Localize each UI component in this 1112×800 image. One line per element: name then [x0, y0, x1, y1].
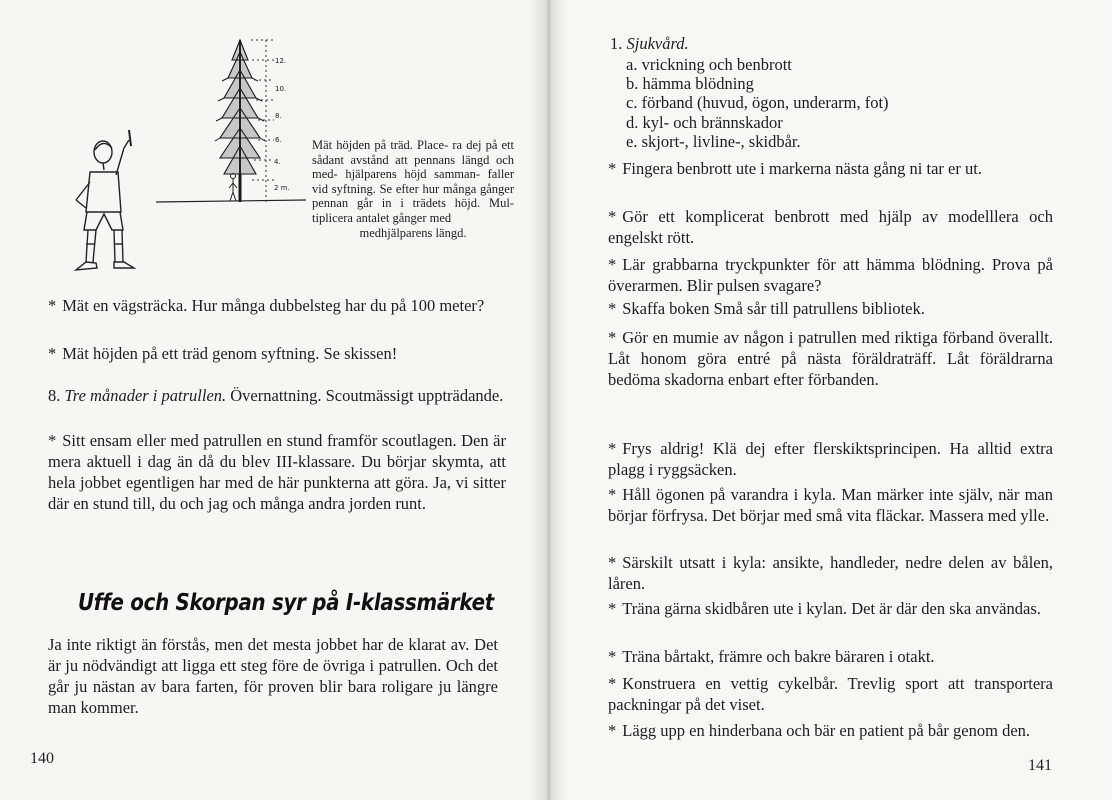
tree-height-illustration — [48, 30, 328, 280]
bullet-star-icon: * — [48, 296, 57, 315]
right-bullet — [608, 206, 1053, 248]
right-bullet — [608, 438, 1053, 480]
caption-line: hur många gånger pennan — [312, 181, 515, 211]
caption-line: går in i trädets höjd. Mul- — [356, 196, 514, 211]
bullet-star-icon: * — [608, 299, 617, 318]
left-page — [0, 0, 548, 800]
scale-label-4: 4. — [274, 158, 281, 166]
bullet-text: Träna gärna skidbåren ute i kylan. Det är där den ska användas. — [622, 599, 1041, 618]
ground-line — [156, 200, 306, 202]
bullet-text: Fingera benbrott ute i markerna nästa gång ni tar er ut. — [622, 159, 982, 178]
bullet-star-icon: * — [608, 674, 617, 693]
scale-label-12: 12. — [275, 57, 287, 65]
book-gutter — [530, 0, 566, 800]
list-item: b. hämma blödning — [626, 74, 754, 94]
bullet-text: Särskilt utsatt i kyla: ansikte, handleder, nedre delen av bålen, låren. — [608, 553, 1053, 593]
right-bullet — [608, 484, 1053, 526]
section-subtitle: Övernattning. Scoutmässigt uppträdande. — [230, 386, 504, 405]
bullet-star-icon: * — [608, 439, 617, 458]
page-number-right: 141 — [1028, 757, 1052, 774]
height-scale — [251, 40, 274, 202]
bullet-scout-law — [48, 430, 506, 514]
caption-line: att pennans längd och med- — [312, 152, 515, 182]
illustration-caption — [312, 138, 514, 240]
caption-line: tiplicera antalet gånger med — [312, 210, 452, 225]
right-bullet — [608, 598, 1053, 619]
chapter-heading: Uffe och Skorpan syr på I-klassmärket — [78, 590, 494, 616]
list-item: a. vrickning och benbrott — [626, 55, 792, 74]
list-number: 1. — [610, 34, 623, 53]
caption-line: faller vid syftning. Se efter — [312, 167, 515, 196]
closing-paragraph: Ja inte riktigt än förstås, men det mesta jobbet har de klarat av. Det är ju nödvändigt att ligga ett steg före de övriga i patrullen. Och det går ju nästan av bara farten, för proven blir bara roligare ju längre man kommer. — [48, 635, 498, 717]
bullet-text: Håll ögonen på varandra i kyla. Man märker inte själv, när man börjar förfrysa. Det börjar med små vita fläckar. Massera med ylle. — [608, 485, 1053, 525]
bullet-text: Lär grabbarna tryckpunkter för att hämma blödning. Prova på överarmen. Blir pulsen svagare? — [608, 255, 1053, 295]
right-bullet — [608, 327, 1053, 390]
scout-figure — [76, 130, 134, 270]
right-bullet — [608, 298, 1053, 319]
list-heading: Sjukvård. — [626, 34, 689, 53]
scale-label-8: 8. — [275, 112, 282, 120]
spruce-tree-drawing — [215, 40, 265, 202]
bullet-star-icon: * — [608, 328, 617, 347]
list-item: e. skjort-, livline-, skidbår. — [626, 131, 801, 151]
scale-label-6: 6. — [275, 136, 282, 144]
list-title — [610, 34, 689, 54]
right-bullet — [608, 552, 1053, 594]
bullet-star-icon: * — [608, 647, 617, 666]
bullet-star-icon: * — [608, 721, 617, 740]
caption-line: Mät höjden på träd. Place- — [312, 138, 449, 152]
section-number: 8. — [48, 386, 61, 405]
bullet-text: Träna bårtakt, främre och bakre bäraren i otakt. — [622, 647, 935, 666]
bullet-text: Skaffa boken Små sår till patrullens bibliotek. — [622, 299, 925, 318]
right-bullet — [608, 646, 1053, 667]
bullet-star-icon: * — [608, 255, 617, 274]
right-bullet — [608, 158, 1053, 179]
right-bullet — [608, 673, 1053, 715]
caption-line: ra dej på ett sådant avstånd — [312, 138, 514, 167]
section-title: Tre månader i patrullen. — [64, 386, 227, 405]
right-page — [548, 0, 1112, 800]
bullet-text: Gör ett komplicerat benbrott med hjälp av modelllera och engelskt rött. — [608, 207, 1053, 247]
bullet-star-icon: * — [48, 431, 57, 450]
page-number-left: 140 — [30, 750, 54, 767]
bullet-star-icon: * — [608, 599, 617, 618]
bullet-text: Sitt ensam eller med patrullen en stund framför scoutlagen. Den är mera aktuell i dag än då du blev III-klassare. Du börjar skymta, att hela jobbet egentligen har med de här punkterna att göra. Ja, vi sitter där en stund till, du och jag och många andra jorden runt. — [48, 431, 506, 513]
scale-label-10: 10. — [275, 85, 287, 93]
helper-figure — [229, 174, 237, 202]
bullet-text: Mät en vägsträcka. Hur många dubbelsteg har du på 100 meter? — [62, 296, 485, 315]
bullet-star-icon: * — [48, 344, 57, 363]
section-8 — [48, 385, 506, 406]
bullet-star-icon: * — [608, 553, 617, 572]
bullet-text: Lägg upp en hinderbana och bär en patient på bår genom den. — [622, 721, 1031, 740]
bullet-text: Mät höjden på ett träd genom syftning. Se skissen! — [62, 344, 398, 363]
list-item: d. kyl- och brännskador — [626, 112, 783, 132]
right-bullet — [608, 254, 1053, 296]
right-bullet — [608, 720, 1053, 741]
bullet-measure-tree — [48, 343, 506, 364]
scale-label-2m: 2 m. — [274, 184, 290, 192]
bullet-star-icon: * — [608, 207, 617, 226]
bullet-star-icon: * — [608, 485, 617, 504]
bullet-text: Frys aldrig! Klä dej efter flerskiktsprincipen. Ha alltid extra plagg i ryggsäcken. — [608, 439, 1053, 479]
caption-line: medhjälparens längd. — [359, 225, 467, 240]
first-aid-list — [626, 55, 889, 151]
list-item: c. förband (huvud, ögon, underarm, fot) — [626, 93, 889, 113]
bullet-text: Gör en mumie av någon i patrullen med riktiga förband överallt. Låt honom göra entré på nästa föräldraträff. Låt föräldrarna bedöma skadorna enbart efter förbanden. — [608, 328, 1053, 389]
bullet-star-icon: * — [608, 159, 617, 178]
bullet-text: Konstruera en vettig cykelbår. Trevlig sport att transportera packningar på det viset. — [608, 674, 1053, 714]
caption-line: hjälparens höjd samman- — [345, 167, 480, 182]
bullet-measure-road — [48, 295, 506, 316]
